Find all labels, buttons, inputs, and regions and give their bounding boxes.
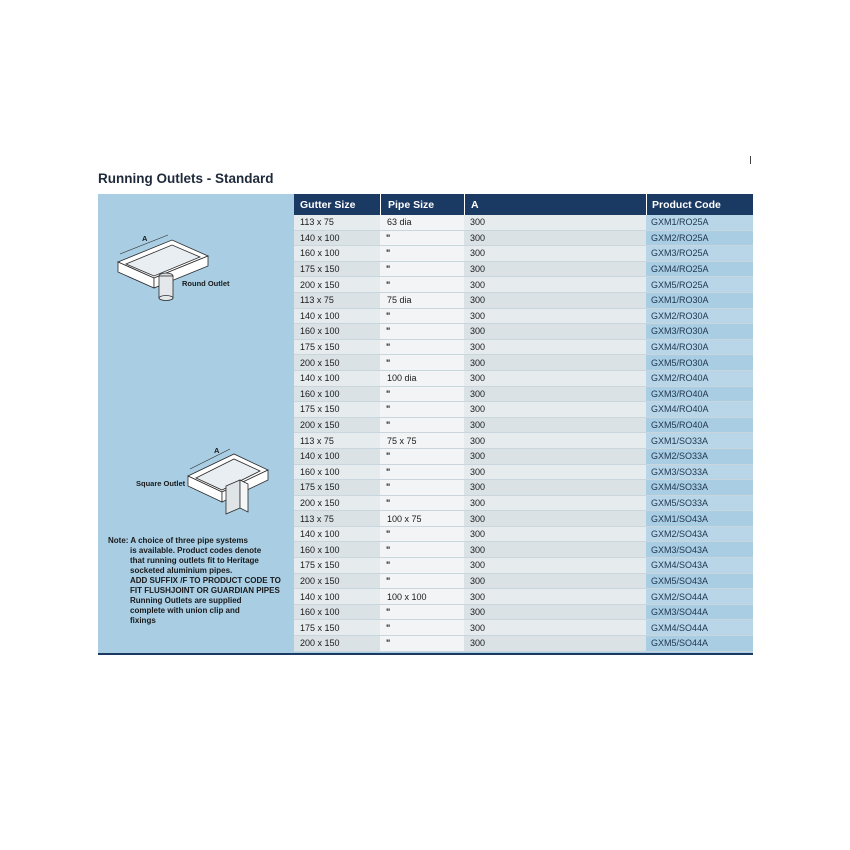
cell-pipe-size: "	[380, 246, 464, 261]
cell-a: 300	[464, 636, 646, 651]
table-row	[294, 465, 753, 481]
cell-gutter-size: 200 x 150	[294, 277, 380, 292]
header-a: A	[464, 194, 646, 215]
cell-gutter-size: 160 x 100	[294, 387, 380, 402]
table-row	[294, 340, 753, 356]
cell-product-code: GXM1/RO25A	[646, 215, 753, 230]
note-line-9: fixings	[130, 616, 156, 625]
cell-a: 300	[464, 262, 646, 277]
cell-gutter-size: 175 x 150	[294, 558, 380, 573]
cell-product-code: GXM4/SO43A	[646, 558, 753, 573]
cell-a: 300	[464, 589, 646, 604]
cell-pipe-size: "	[380, 620, 464, 635]
table-row	[294, 433, 753, 449]
round-outlet-illustration	[112, 232, 222, 302]
cell-pipe-size: "	[380, 636, 464, 651]
table-row	[294, 620, 753, 636]
cell-pipe-size: "	[380, 418, 464, 433]
cell-a: 300	[464, 574, 646, 589]
table-row	[294, 355, 753, 371]
cell-a: 300	[464, 371, 646, 386]
cell-pipe-size: "	[380, 574, 464, 589]
cell-a: 300	[464, 496, 646, 511]
note-line-4: socketed aluminium pipes.	[130, 566, 233, 575]
cell-pipe-size: "	[380, 324, 464, 339]
cell-gutter-size: 113 x 75	[294, 433, 380, 448]
cell-pipe-size: "	[380, 355, 464, 370]
cell-product-code: GXM4/RO30A	[646, 340, 753, 355]
cell-product-code: GXM2/SO33A	[646, 449, 753, 464]
cell-a: 300	[464, 309, 646, 324]
note-text	[108, 536, 294, 626]
table-row	[294, 293, 753, 309]
cell-gutter-size: 160 x 100	[294, 246, 380, 261]
cell-pipe-size: "	[380, 496, 464, 511]
cell-a: 300	[464, 527, 646, 542]
cell-pipe-size: "	[380, 262, 464, 277]
cell-a: 300	[464, 231, 646, 246]
cell-pipe-size: "	[380, 480, 464, 495]
table-row	[294, 636, 753, 652]
cell-pipe-size: "	[380, 605, 464, 620]
note-line-6: FIT FLUSHJOINT OR GUARDIAN PIPES	[130, 586, 280, 595]
table-row	[294, 449, 753, 465]
cell-gutter-size: 160 x 100	[294, 605, 380, 620]
cell-a: 300	[464, 465, 646, 480]
cell-pipe-size: "	[380, 387, 464, 402]
header-gutter-size: Gutter Size	[300, 198, 356, 211]
cell-product-code: GXM4/RO25A	[646, 262, 753, 277]
cell-product-code: GXM1/SO33A	[646, 433, 753, 448]
table-row	[294, 542, 753, 558]
cell-gutter-size: 200 x 150	[294, 418, 380, 433]
cell-a: 300	[464, 402, 646, 417]
cell-a: 300	[464, 293, 646, 308]
table-row	[294, 371, 753, 387]
table-row	[294, 215, 753, 231]
table-row	[294, 246, 753, 262]
cell-gutter-size: 160 x 100	[294, 465, 380, 480]
cell-product-code: GXM2/RO40A	[646, 371, 753, 386]
cell-product-code: GXM3/RO40A	[646, 387, 753, 402]
cell-gutter-size: 160 x 100	[294, 324, 380, 339]
cell-product-code: GXM4/RO40A	[646, 402, 753, 417]
cell-a: 300	[464, 418, 646, 433]
product-table	[294, 194, 753, 652]
table-row	[294, 496, 753, 512]
cell-pipe-size: 75 dia	[380, 293, 464, 308]
cell-gutter-size: 200 x 150	[294, 636, 380, 651]
cell-a: 300	[464, 449, 646, 464]
cell-gutter-size: 200 x 150	[294, 574, 380, 589]
cell-pipe-size: 100 x 75	[380, 511, 464, 526]
page-title: Running Outlets - Standard	[98, 171, 274, 186]
cell-gutter-size: 175 x 150	[294, 402, 380, 417]
square-outlet-caption: Square Outlet	[136, 479, 186, 488]
table-row	[294, 558, 753, 574]
cell-pipe-size: "	[380, 309, 464, 324]
cell-pipe-size: "	[380, 231, 464, 246]
header-product-code: Product Code	[646, 194, 753, 215]
note-line-5: ADD SUFFIX /F TO PRODUCT CODE TO	[130, 576, 281, 585]
cell-gutter-size: 175 x 150	[294, 480, 380, 495]
note-line-2: is available. Product codes denote	[130, 546, 262, 555]
cell-pipe-size: 75 x 75	[380, 433, 464, 448]
cell-gutter-size: 140 x 100	[294, 449, 380, 464]
cell-gutter-size: 113 x 75	[294, 215, 380, 230]
cell-product-code: GXM5/SO43A	[646, 574, 753, 589]
cell-product-code: GXM5/RO25A	[646, 277, 753, 292]
cell-product-code: GXM3/SO44A	[646, 605, 753, 620]
cell-pipe-size: "	[380, 340, 464, 355]
cell-a: 300	[464, 542, 646, 557]
cell-product-code: GXM3/RO30A	[646, 324, 753, 339]
table-row	[294, 605, 753, 621]
cell-pipe-size: "	[380, 465, 464, 480]
cell-pipe-size: "	[380, 558, 464, 573]
note-line-3: that running outlets fit to Heritage	[130, 556, 259, 565]
table-row	[294, 511, 753, 527]
cell-a: 300	[464, 558, 646, 573]
cell-gutter-size: 140 x 100	[294, 309, 380, 324]
cell-pipe-size: 100 dia	[380, 371, 464, 386]
cell-gutter-size: 113 x 75	[294, 511, 380, 526]
table-row	[294, 309, 753, 325]
cell-gutter-size: 175 x 150	[294, 340, 380, 355]
cell-product-code: GXM1/SO43A	[646, 511, 753, 526]
cell-pipe-size: "	[380, 542, 464, 557]
cell-gutter-size: 140 x 100	[294, 371, 380, 386]
cell-product-code: GXM2/RO25A	[646, 231, 753, 246]
cell-a: 300	[464, 605, 646, 620]
cell-product-code: GXM4/SO33A	[646, 480, 753, 495]
note-label: Note:	[108, 536, 129, 545]
cell-a: 300	[464, 277, 646, 292]
cell-gutter-size: 113 x 75	[294, 293, 380, 308]
table-row	[294, 324, 753, 340]
table-row	[294, 277, 753, 293]
page-mark	[750, 156, 751, 164]
cell-product-code: GXM3/SO33A	[646, 465, 753, 480]
cell-a: 300	[464, 387, 646, 402]
cell-pipe-size: "	[380, 527, 464, 542]
cell-gutter-size: 140 x 100	[294, 231, 380, 246]
cell-product-code: GXM2/SO43A	[646, 527, 753, 542]
cell-a: 300	[464, 246, 646, 261]
cell-a: 300	[464, 620, 646, 635]
cell-a: 300	[464, 511, 646, 526]
cell-a: 300	[464, 355, 646, 370]
cell-product-code: GXM1/RO30A	[646, 293, 753, 308]
cell-pipe-size: "	[380, 277, 464, 292]
table-row	[294, 418, 753, 434]
note-line-8: complete with union clip and	[130, 606, 240, 615]
cell-gutter-size: 200 x 150	[294, 496, 380, 511]
cell-product-code: GXM3/SO43A	[646, 542, 753, 557]
cell-a: 300	[464, 215, 646, 230]
cell-a: 300	[464, 433, 646, 448]
table-header	[294, 194, 753, 215]
cell-gutter-size: 175 x 150	[294, 262, 380, 277]
cell-gutter-size: 140 x 100	[294, 527, 380, 542]
header-pipe-size: Pipe Size	[380, 194, 464, 215]
round-outlet-caption: Round Outlet	[182, 279, 230, 288]
table-row	[294, 402, 753, 418]
note-line-1: Note: A choice of three pipe systems	[108, 536, 248, 545]
cell-product-code: GXM3/RO25A	[646, 246, 753, 261]
table-row	[294, 589, 753, 605]
note-line-7: Running Outlets are supplied	[130, 596, 242, 605]
cell-a: 300	[464, 324, 646, 339]
cell-pipe-size: 100 x 100	[380, 589, 464, 604]
dimension-label-square: A	[214, 446, 220, 455]
cell-pipe-size: "	[380, 402, 464, 417]
table-row	[294, 262, 753, 278]
cell-gutter-size: 160 x 100	[294, 542, 380, 557]
cell-product-code: GXM4/SO44A	[646, 620, 753, 635]
cell-product-code: GXM5/SO33A	[646, 496, 753, 511]
cell-product-code: GXM5/RO30A	[646, 355, 753, 370]
dimension-label-round: A	[142, 234, 148, 243]
cell-product-code: GXM2/RO30A	[646, 309, 753, 324]
cell-a: 300	[464, 480, 646, 495]
cell-product-code: GXM5/RO40A	[646, 418, 753, 433]
table-row	[294, 387, 753, 403]
table-row	[294, 574, 753, 590]
cell-product-code: GXM5/SO44A	[646, 636, 753, 651]
table-bottom-rule	[98, 653, 753, 655]
table-row	[294, 480, 753, 496]
table-row	[294, 527, 753, 543]
cell-gutter-size: 200 x 150	[294, 355, 380, 370]
table-row	[294, 231, 753, 247]
cell-gutter-size: 175 x 150	[294, 620, 380, 635]
cell-gutter-size: 140 x 100	[294, 589, 380, 604]
table-body	[294, 215, 753, 652]
cell-a: 300	[464, 340, 646, 355]
cell-pipe-size: 63 dia	[380, 215, 464, 230]
cell-pipe-size: "	[380, 449, 464, 464]
square-outlet-illustration	[184, 436, 274, 522]
cell-product-code: GXM2/SO44A	[646, 589, 753, 604]
